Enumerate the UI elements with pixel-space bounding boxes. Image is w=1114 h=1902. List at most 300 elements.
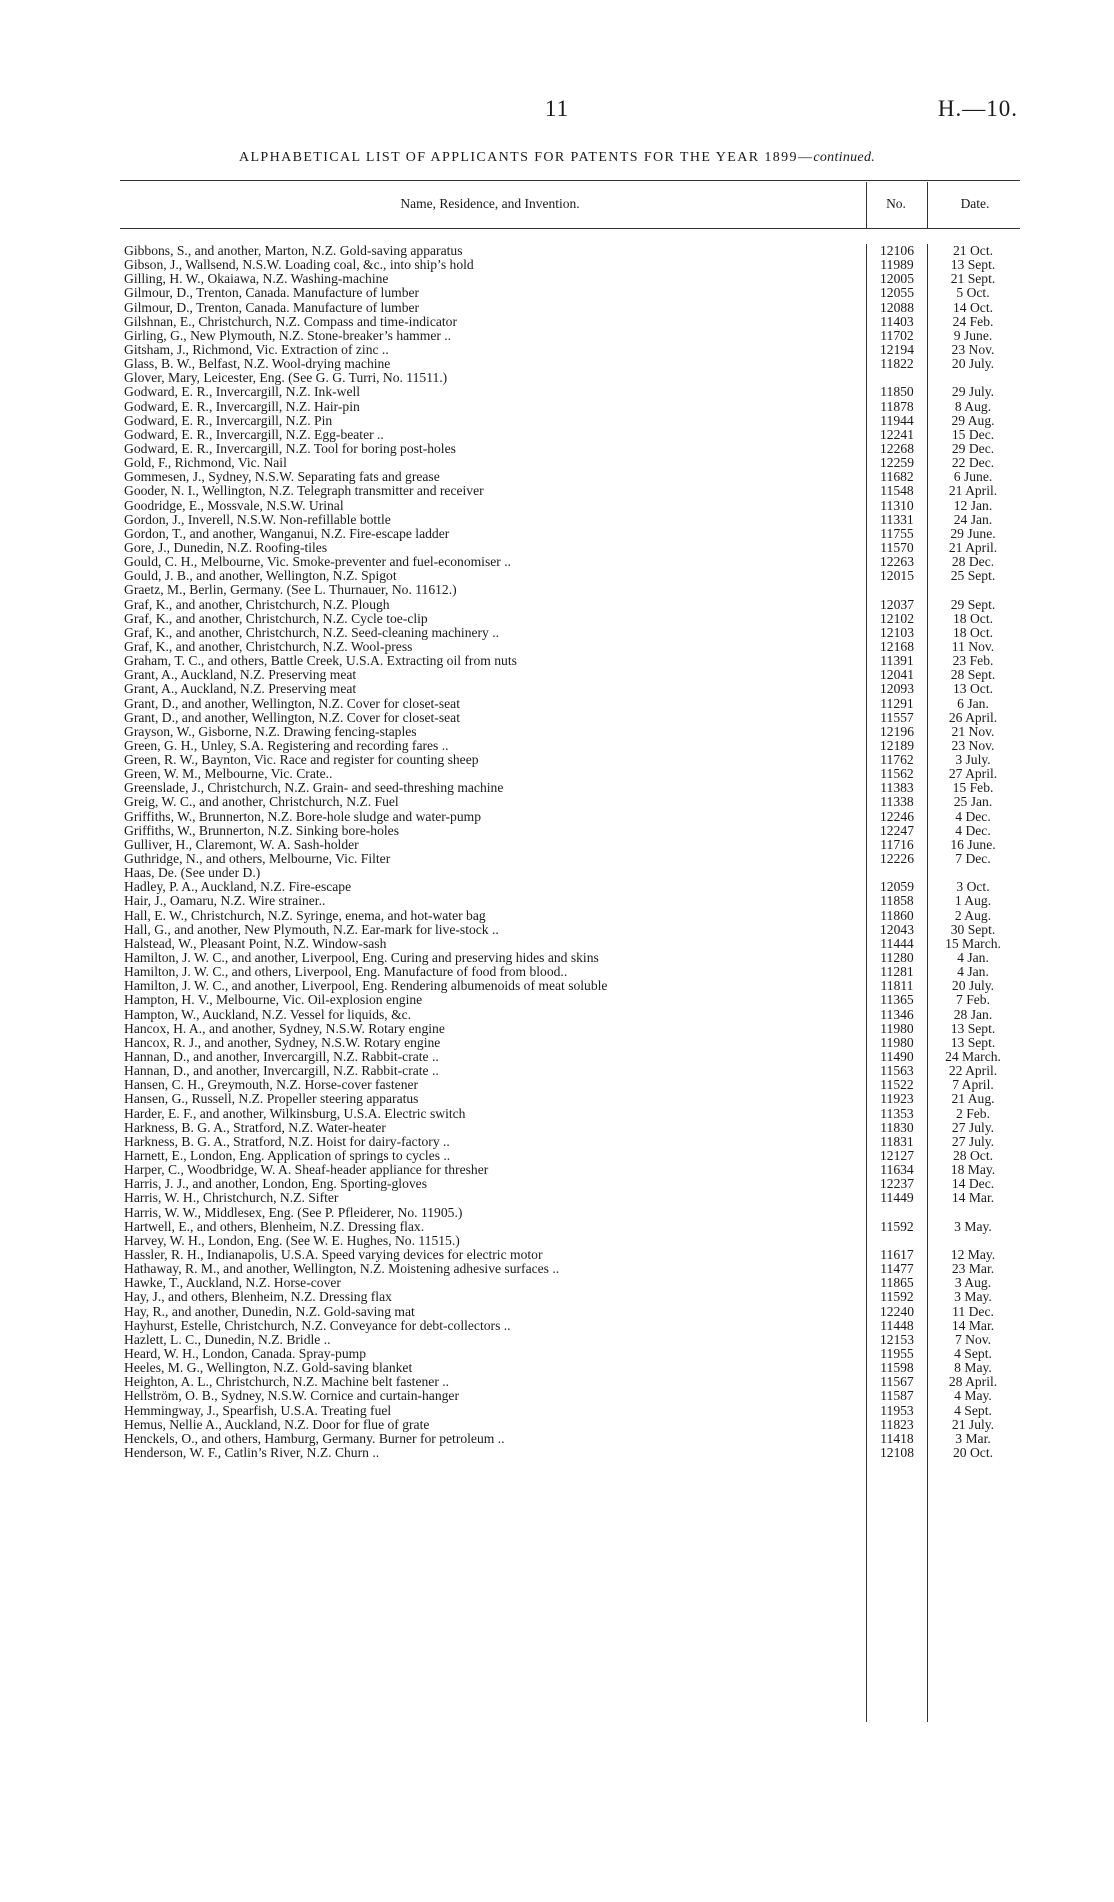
list-item <box>0 838 1114 852</box>
list-item <box>0 583 1114 597</box>
patent-date: 20 July. <box>951 978 995 994</box>
applicant-text: Gould, C. H., Melbourne, Vic. Smoke-preventer and fuel-economiser .. <box>124 555 512 570</box>
applicant-entry <box>124 555 864 569</box>
patent-number: 12041 <box>880 667 914 683</box>
applicant-entry <box>124 400 864 414</box>
patent-number: 11850 <box>880 384 914 400</box>
patent-date: 21 Aug. <box>951 1091 995 1107</box>
patent-date: 5 Oct. <box>956 285 990 301</box>
patent-date: 28 Jan. <box>953 1006 993 1022</box>
applicant-entry <box>124 301 864 315</box>
list-item <box>0 781 1114 795</box>
applicant-text: Graf, K., and another, Christchurch, N.Z. Plough <box>124 597 390 612</box>
patent-number: 11548 <box>880 483 914 499</box>
list-item <box>0 1248 1114 1262</box>
list-item <box>0 1333 1114 1347</box>
patent-number: 11944 <box>880 412 914 428</box>
patent-date: 23 Mar. <box>951 1261 995 1277</box>
applicant-text: Grant, A., Auckland, N.Z. Preserving meat <box>124 668 357 683</box>
applicant-entry <box>124 951 864 965</box>
applicant-entry <box>124 1418 864 1432</box>
applicant-entry <box>124 442 864 456</box>
list-item <box>0 244 1114 258</box>
applicant-entry <box>124 1333 864 1347</box>
column-header-no: No. <box>886 196 906 211</box>
patent-date: 3 Aug. <box>954 1275 992 1291</box>
applicant-entry <box>124 1177 864 1191</box>
patent-number: 12168 <box>880 638 914 654</box>
patent-number: 12088 <box>880 299 914 315</box>
applicant-entry <box>124 1078 864 1092</box>
patent-date: 6 June. <box>953 469 993 485</box>
list-item <box>0 1404 1114 1418</box>
patent-date: 3 Mar. <box>955 1430 991 1446</box>
applicant-entry <box>124 852 864 866</box>
patent-number: 11878 <box>880 398 914 414</box>
list-item <box>0 286 1114 300</box>
applicant-text: Green, W. M., Melbourne, Vic. Crate.. <box>124 767 333 782</box>
list-item <box>0 272 1114 286</box>
applicant-entry <box>124 1050 864 1064</box>
applicant-text: Gilmour, D., Trenton, Canada. Manufacture of lumber <box>124 300 420 315</box>
applicant-entry <box>124 753 864 767</box>
patent-date: 25 Jan. <box>953 794 993 810</box>
patent-date: 22 April. <box>948 1063 998 1079</box>
applicant-entry <box>124 909 864 923</box>
applicant-entry <box>124 866 864 880</box>
list-item <box>0 343 1114 357</box>
page-title-main: ALPHABETICAL LIST OF APPLICANTS FOR PATENTS FOR THE YEAR 1899— <box>238 150 814 165</box>
list-item <box>0 753 1114 767</box>
applicant-entry <box>124 343 864 357</box>
patent-number: 11682 <box>880 469 914 485</box>
patent-number: 11587 <box>880 1388 914 1404</box>
applicant-text: Hayhurst, Estelle, Christchurch, N.Z. Conveyance for debt-collectors .. <box>124 1318 511 1333</box>
applicant-text: Hannan, D., and another, Invercargill, N.Z. Rabbit-crate .. <box>124 1050 439 1065</box>
list-item <box>0 909 1114 923</box>
patent-date: 4 Sept. <box>954 1402 992 1418</box>
patent-date: 11 Dec. <box>952 1303 994 1319</box>
applicant-entry <box>124 527 864 541</box>
patent-number: 11980 <box>880 1034 914 1050</box>
applicant-text: Hamilton, J. W. C., and others, Liverpool, Eng. Manufacture of food from blood.. <box>124 965 568 980</box>
applicant-text: Harkness, B. G. A., Stratford, N.Z. Hoist for dairy-factory .. <box>124 1134 450 1149</box>
list-item <box>0 682 1114 696</box>
patent-number: 11989 <box>880 257 914 273</box>
patent-number: 11865 <box>880 1275 914 1291</box>
patent-number: 11418 <box>880 1430 914 1446</box>
patent-number: 11592 <box>880 1289 914 1305</box>
applicant-text: Hazlett, L. C., Dunedin, N.Z. Bridle .. <box>124 1332 331 1347</box>
patent-date: 24 Feb. <box>952 313 994 329</box>
applicant-text: Heighton, A. L., Christchurch, N.Z. Machine belt fastener .. <box>124 1375 450 1390</box>
list-item <box>0 1446 1114 1460</box>
list-item <box>0 1290 1114 1304</box>
applicant-entry <box>124 569 864 583</box>
applicant-text: Hall, G., and another, New Plymouth, N.Z. Ear-mark for live-stock .. <box>124 922 499 937</box>
patent-date: 21 April. <box>948 483 998 499</box>
patent-number: 11383 <box>880 780 914 796</box>
patent-number: 11598 <box>880 1360 914 1376</box>
applicant-text: Hemmingway, J., Spearfish, U.S.A. Treating fuel <box>124 1403 392 1418</box>
patent-number: 11477 <box>880 1261 914 1277</box>
applicant-text: Halstead, W., Pleasant Point, N.Z. Window-sash <box>124 936 387 951</box>
applicant-entry <box>124 1389 864 1403</box>
patent-number: 12043 <box>880 921 914 937</box>
patent-date: 24 March. <box>945 1049 1001 1065</box>
patent-date: 29 July. <box>951 384 995 400</box>
patent-number: 12240 <box>880 1303 914 1319</box>
patent-date: 21 Nov. <box>951 723 995 739</box>
applicant-entry <box>124 711 864 725</box>
patent-date: 28 April. <box>948 1374 998 1390</box>
applicant-entry <box>124 697 864 711</box>
patent-number: 11831 <box>880 1133 914 1149</box>
applicant-text: Harris, W. W., Middlesex, Eng. (See P. Pfleiderer, No. 11905.) <box>124 1205 463 1220</box>
patent-number: 12037 <box>880 596 914 612</box>
list-item <box>0 654 1114 668</box>
applicant-text: Godward, E. R., Invercargill, N.Z. Tool for boring post-holes <box>124 441 456 456</box>
applicant-text: Gore, J., Dunedin, N.Z. Roofing-tiles <box>124 540 328 555</box>
applicant-text: Hellström, O. B., Sydney, N.S.W. Cornice and curtain-hanger <box>124 1389 459 1404</box>
patent-number: 11563 <box>880 1063 914 1079</box>
applicant-text: Graham, T. C., and others, Battle Creek, U.S.A. Extracting oil from nuts <box>124 654 517 669</box>
list-item <box>0 824 1114 838</box>
patent-number: 11449 <box>880 1190 914 1206</box>
patent-number: 11570 <box>880 539 914 555</box>
patent-date: 7 Feb. <box>956 992 990 1008</box>
list-item <box>0 668 1114 682</box>
applicant-entry <box>124 1347 864 1361</box>
patent-number: 11592 <box>880 1218 914 1234</box>
applicant-text: Graf, K., and another, Christchurch, N.Z. Cycle toe-clip <box>124 611 428 626</box>
applicant-text: Gibson, J., Wallsend, N.S.W. Loading coal, &c., into ship’s hold <box>124 258 474 273</box>
list-item <box>0 1347 1114 1361</box>
patent-date: 24 Jan. <box>953 511 993 527</box>
applicant-entry <box>124 1135 864 1149</box>
patent-number: 12127 <box>880 1148 914 1163</box>
applicant-entry <box>124 583 864 597</box>
list-item <box>0 866 1114 880</box>
list-item <box>0 1276 1114 1290</box>
patent-date: 25 Sept. <box>950 568 996 584</box>
patent-number: 11444 <box>880 935 914 951</box>
list-item <box>0 1389 1114 1403</box>
patent-date: 14 Mar. <box>951 1317 995 1333</box>
applicant-entry <box>124 414 864 428</box>
applicant-text: Green, G. H., Unley, S.A. Registering and recording fares .. <box>124 738 449 753</box>
applicant-text: Gordon, J., Inverell, N.S.W. Non-refillable bottle <box>124 512 391 527</box>
patent-date: 4 Sept. <box>954 1345 992 1361</box>
applicant-text: Guthridge, N., and others, Melbourne, Vic. Filter <box>124 852 391 867</box>
applicant-text: Harris, J. J., and another, London, Eng. Sporting-gloves <box>124 1177 428 1192</box>
applicant-entry <box>124 612 864 626</box>
list-item <box>0 1177 1114 1191</box>
patent-number: 11860 <box>880 907 914 923</box>
patent-number: 12015 <box>880 568 914 584</box>
patent-date: 3 May. <box>954 1289 992 1305</box>
applicant-text: Harnett, E., London, Eng. Application of springs to cycles .. <box>124 1149 451 1163</box>
page-title-continued: continued. <box>813 150 876 165</box>
list-item <box>0 414 1114 428</box>
list-item <box>0 767 1114 781</box>
applicant-entry <box>124 668 864 682</box>
applicant-text: Greig, W. C., and another, Christchurch, N.Z. Fuel <box>124 795 399 810</box>
list-item <box>0 1234 1114 1248</box>
patent-number: 12189 <box>880 737 914 753</box>
patent-number: 11346 <box>880 1006 914 1022</box>
applicant-entry <box>124 1276 864 1290</box>
patent-number: 11403 <box>880 313 914 329</box>
patent-number: 11634 <box>880 1162 914 1178</box>
list-item <box>0 1121 1114 1135</box>
applicant-text: Hadley, P. A., Auckland, N.Z. Fire-escape <box>124 880 352 895</box>
applicant-entry <box>124 1404 864 1418</box>
patent-date: 14 Mar. <box>951 1190 995 1206</box>
patent-number: 11557 <box>880 709 914 725</box>
patent-date: 3 July. <box>955 752 991 768</box>
applicant-text: Hay, R., and another, Dunedin, N.Z. Gold-saving mat <box>124 1304 415 1319</box>
patent-date: 28 Oct. <box>952 1148 994 1163</box>
list-item <box>0 880 1114 894</box>
applicant-text: Greenslade, J., Christchurch, N.Z. Grain- and seed-threshing machine <box>124 781 504 796</box>
applicant-text: Graf, K., and another, Christchurch, N.Z. Wool-press <box>124 639 413 654</box>
patent-number: 11281 <box>880 964 914 980</box>
applicant-entry <box>124 937 864 951</box>
patent-date: 12 Jan. <box>953 497 993 513</box>
list-item <box>0 1008 1114 1022</box>
patent-number: 12263 <box>880 554 914 570</box>
patent-number: 11567 <box>880 1374 914 1390</box>
applicant-entry <box>124 767 864 781</box>
patent-number: 11811 <box>880 978 914 994</box>
patent-number: 11448 <box>880 1317 914 1333</box>
applicant-entry <box>124 1036 864 1050</box>
applicant-text: Hampton, H. V., Melbourne, Vic. Oil-explosion engine <box>124 993 423 1008</box>
applicant-text: Hamilton, J. W. C., and another, Liverpool, Eng. Curing and preserving hides and skins <box>124 951 599 966</box>
applicant-entry <box>124 894 864 908</box>
applicant-entry <box>124 272 864 286</box>
patent-date: 8 May. <box>954 1360 992 1376</box>
patent-date: 28 Dec. <box>951 554 995 570</box>
applicant-text: Hansen, C. H., Greymouth, N.Z. Horse-cover fastener <box>124 1078 419 1093</box>
applicant-entry <box>124 1262 864 1276</box>
list-item <box>0 1163 1114 1177</box>
patent-number: 11830 <box>880 1119 914 1135</box>
header-rule-top <box>120 180 1020 181</box>
patent-date: 20 July. <box>951 356 995 372</box>
patent-number: 12108 <box>880 1444 914 1460</box>
applicant-text: Harkness, B. G. A., Stratford, N.Z. Water-heater <box>124 1120 386 1135</box>
applicant-text: Gould, J. B., and another, Wellington, N.Z. Spigot <box>124 569 397 584</box>
patent-date: 29 June. <box>950 525 996 541</box>
applicant-text: Gilshnan, E., Christchurch, N.Z. Compass and time-indicator <box>124 314 457 329</box>
list-item <box>0 499 1114 513</box>
applicant-text: Heard, W. H., London, Canada. Spray-pump <box>124 1346 366 1361</box>
list-item <box>0 937 1114 951</box>
page-title <box>0 150 1114 166</box>
patent-date: 30 Sept. <box>950 921 996 937</box>
patent-number: 11331 <box>880 511 914 527</box>
list-item <box>0 1361 1114 1375</box>
applicant-entry <box>124 470 864 484</box>
applicant-text: Hair, J., Oamaru, N.Z. Wire strainer.. <box>124 894 326 909</box>
patent-date: 23 Nov. <box>951 341 995 357</box>
patent-number: 11353 <box>880 1105 914 1121</box>
applicant-text: Harris, W. H., Christchurch, N.Z. Sifter <box>124 1191 339 1206</box>
applicant-text: Hassler, R. H., Indianapolis, U.S.A. Speed varying devices for electric motor <box>124 1247 543 1262</box>
patent-number: 11280 <box>880 950 914 966</box>
page-number: 11 <box>544 96 570 121</box>
patent-number: 12005 <box>880 271 914 287</box>
applicant-text: Gordon, T., and another, Wanganui, N.Z. Fire-escape ladder <box>124 526 450 541</box>
list-item <box>0 258 1114 272</box>
applicant-entry <box>124 1319 864 1333</box>
applicant-text: Girling, G., New Plymouth, N.Z. Stone-breaker’s hammer .. <box>124 328 452 343</box>
applicant-entry <box>124 1191 864 1205</box>
list-item <box>0 315 1114 329</box>
patent-number: 11291 <box>880 695 914 711</box>
applicant-entry <box>124 329 864 343</box>
list-item <box>0 1220 1114 1234</box>
applicant-entry <box>124 682 864 696</box>
applicant-text: Grant, A., Auckland, N.Z. Preserving meat <box>124 682 357 697</box>
applicant-entry <box>124 739 864 753</box>
applicant-entry <box>124 781 864 795</box>
applicant-text: Gooder, N. I., Wellington, N.Z. Telegraph transmitter and receiver <box>124 484 484 499</box>
patent-date: 15 March. <box>945 935 1001 951</box>
patent-number: 11823 <box>880 1416 914 1432</box>
patent-number: 11702 <box>880 327 914 343</box>
patent-number: 11391 <box>880 653 914 669</box>
document-reference: H.—10. <box>937 96 1018 121</box>
patent-date: 18 Oct. <box>952 624 994 640</box>
patent-number: 12196 <box>880 723 914 739</box>
applicant-entry <box>124 824 864 838</box>
list-item <box>0 371 1114 385</box>
applicant-entry <box>124 725 864 739</box>
applicant-entry <box>124 1022 864 1036</box>
applicant-text: Hancox, R. J., and another, Sydney, N.S.W. Rotary engine <box>124 1035 441 1050</box>
applicant-text: Gibbons, S., and another, Marton, N.Z. Gold-saving apparatus <box>124 244 463 258</box>
applicant-text: Hall, E. W., Christchurch, N.Z. Syringe, enema, and hot-water bag <box>124 908 486 923</box>
patent-date: 21 Oct. <box>952 243 994 258</box>
patent-date: 18 Oct. <box>952 610 994 626</box>
applicant-text: Grant, D., and another, Wellington, N.Z. Cover for closet-seat <box>124 710 460 725</box>
list-item <box>0 993 1114 1007</box>
patent-date: 22 Dec. <box>951 455 995 471</box>
patent-number: 11858 <box>880 893 914 909</box>
applicant-entry <box>124 979 864 993</box>
list-item <box>0 385 1114 399</box>
patent-number: 12103 <box>880 624 914 640</box>
patent-number: 12259 <box>880 455 914 471</box>
applicant-entry <box>124 1432 864 1446</box>
patent-date: 13 Oct. <box>952 681 994 697</box>
patent-number: 11716 <box>880 836 914 852</box>
applicant-text: Gulliver, H., Claremont, W. A. Sash-holder <box>124 837 359 852</box>
list-item <box>0 852 1114 866</box>
patent-date: 11 Nov. <box>951 638 995 654</box>
list-item <box>0 640 1114 654</box>
applicant-entry <box>124 1092 864 1106</box>
applicant-entry <box>124 371 864 385</box>
patent-date: 29 Dec. <box>951 440 995 456</box>
patent-date: 16 June. <box>950 836 996 852</box>
column-divider-header-2 <box>927 182 928 228</box>
list-item <box>0 795 1114 809</box>
applicant-entry <box>124 810 864 824</box>
applicant-text: Godward, E. R., Invercargill, N.Z. Hair-pin <box>124 399 360 414</box>
applicant-entry <box>124 1163 864 1177</box>
patent-date: 7 Dec. <box>955 851 991 867</box>
applicant-entry <box>124 1008 864 1022</box>
patent-date: 15 Dec. <box>951 426 995 442</box>
list-item <box>0 1149 1114 1163</box>
applicant-entry <box>124 513 864 527</box>
patent-date: 21 April. <box>948 539 998 555</box>
patent-date: 8 Aug. <box>954 398 992 414</box>
patent-number: 12059 <box>880 879 914 895</box>
applicant-entry <box>124 357 864 371</box>
applicant-text: Grant, D., and another, Wellington, N.Z. Cover for closet-seat <box>124 696 460 711</box>
patent-date: 9 June. <box>953 327 993 343</box>
applicant-text: Griffiths, W., Brunnerton, N.Z. Sinking bore-holes <box>124 823 400 838</box>
patent-number: 12106 <box>880 243 914 258</box>
applicant-text: Godward, E. R., Invercargill, N.Z. Ink-well <box>124 385 361 400</box>
applicant-text: Gitsham, J., Richmond, Vic. Extraction of zinc .. <box>124 342 389 357</box>
patent-date: 26 April. <box>948 709 998 725</box>
list-item <box>0 1191 1114 1205</box>
list-item <box>0 1092 1114 1106</box>
applicant-entry <box>124 880 864 894</box>
patent-date: 29 Aug. <box>951 412 995 428</box>
applicant-entry <box>124 456 864 470</box>
patent-date: 15 Feb. <box>952 780 994 796</box>
list-item <box>0 1022 1114 1036</box>
applicant-entry <box>124 258 864 272</box>
applicant-entry <box>124 838 864 852</box>
applicant-text: Glass, B. W., Belfast, N.Z. Wool-drying machine <box>124 357 391 372</box>
list-item <box>0 1135 1114 1149</box>
applicant-text: Hemus, Nellie A., Auckland, N.Z. Door for flue of grate <box>124 1417 430 1432</box>
applicant-text: Harder, E. F., and another, Wilkinsburg, U.S.A. Electric switch <box>124 1106 466 1121</box>
patent-date: 4 Jan. <box>957 964 989 980</box>
list-item <box>0 923 1114 937</box>
patent-date: 27 April. <box>948 766 998 782</box>
column-divider-header-1 <box>866 182 867 228</box>
applicant-entry <box>124 1220 864 1234</box>
list-item <box>0 1036 1114 1050</box>
patent-date: 4 Dec. <box>955 822 991 838</box>
applicant-entry <box>124 626 864 640</box>
patent-date: 7 Nov. <box>954 1331 992 1347</box>
list-item <box>0 1418 1114 1432</box>
list-item <box>0 428 1114 442</box>
patent-date: 23 Feb. <box>952 653 994 669</box>
applicant-text: Gommesen, J., Sydney, N.S.W. Separating fats and grease <box>124 470 440 485</box>
list-item <box>0 725 1114 739</box>
applicant-text: Hawke, T., Auckland, N.Z. Horse-cover <box>124 1276 341 1291</box>
list-item <box>0 456 1114 470</box>
patent-date: 14 Dec. <box>951 1176 995 1192</box>
patent-date: 28 Sept. <box>950 667 996 683</box>
applicant-text: Green, R. W., Baynton, Vic. Race and register for counting sheep <box>124 753 479 768</box>
patent-date: 13 Sept. <box>950 1020 996 1036</box>
patent-date: 23 Nov. <box>951 737 995 753</box>
patent-number: 12194 <box>880 341 914 357</box>
applicant-text: Heeles, M. G., Wellington, N.Z. Gold-saving blanket <box>124 1361 413 1376</box>
